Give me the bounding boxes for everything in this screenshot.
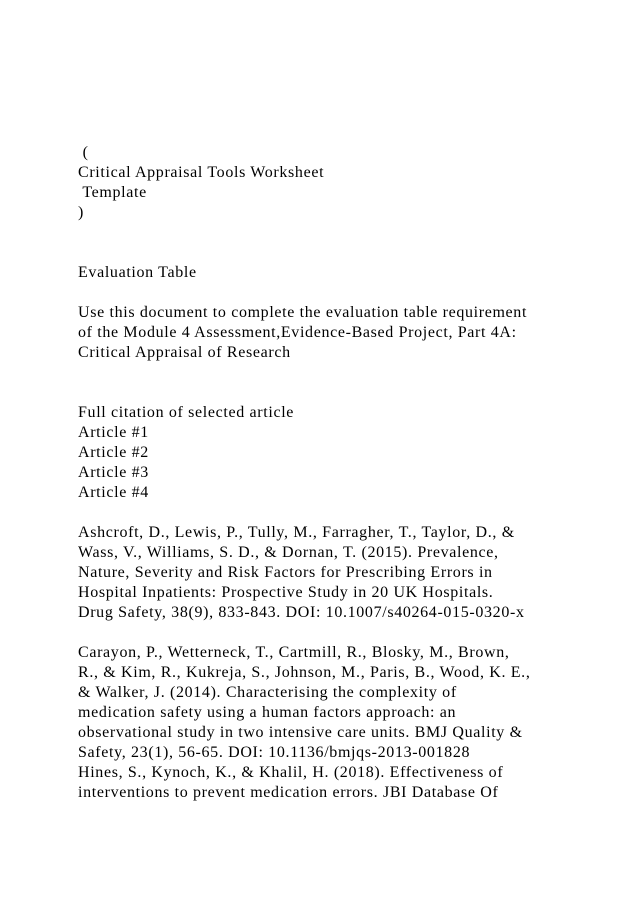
citation-2-line: R., & Kim, R., Kukreja, S., Johnson, M., Paris, B., Wood, K. E., bbox=[78, 664, 531, 681]
section-title: Evaluation Table bbox=[78, 264, 197, 281]
intro-line: of the Module 4 Assessment,Evidence-Based Project, Part 4A: bbox=[78, 324, 517, 341]
intro-line: Use this document to complete the evaluation table requirement bbox=[78, 304, 528, 321]
document-title: Critical Appraisal Tools Worksheet bbox=[78, 164, 325, 181]
table-label-article-2: Article #2 bbox=[78, 444, 149, 461]
citation-3-line: interventions to prevent medication errors. JBI Database Of bbox=[78, 784, 499, 801]
intro-line: Critical Appraisal of Research bbox=[78, 344, 291, 361]
document-subtitle: Template bbox=[78, 184, 147, 201]
header-open-paren: ( bbox=[78, 144, 89, 161]
citation-2-line: Carayon, P., Wetterneck, T., Cartmill, R., Blosky, M., Brown, bbox=[78, 644, 510, 661]
table-label-article-3: Article #3 bbox=[78, 464, 149, 481]
citation-1-line: Ashcroft, D., Lewis, P., Tully, M., Farragher, T., Taylor, D., & bbox=[78, 524, 515, 541]
table-label-full-citation: Full citation of selected article bbox=[78, 404, 295, 421]
citation-2-line: observational study in two intensive care units. BMJ Quality & bbox=[78, 724, 523, 741]
table-label-article-4: Article #4 bbox=[78, 484, 149, 501]
citation-1-line: Nature, Severity and Risk Factors for Prescribing Errors in bbox=[78, 564, 493, 581]
citation-2-line: & Walker, J. (2014). Characterising the complexity of bbox=[78, 684, 457, 701]
citation-1-line: Wass, V., Williams, S. D., & Dornan, T. (2015). Prevalence, bbox=[78, 544, 499, 561]
citation-3-line: Hines, S., Kynoch, K., & Khalil, H. (2018). Effectiveness of bbox=[78, 764, 504, 781]
header-close-paren: ) bbox=[78, 204, 84, 221]
citation-1-line: Hospital Inpatients: Prospective Study in 20 UK Hospitals. bbox=[78, 584, 494, 601]
table-label-article-1: Article #1 bbox=[78, 424, 149, 441]
citation-2-line: medication safety using a human factors approach: an bbox=[78, 704, 457, 721]
citation-1-line: Drug Safety, 38(9), 833-843. DOI: 10.1007/s40264-015-0320-x bbox=[78, 604, 525, 621]
citation-2-line: Safety, 23(1), 56-65. DOI: 10.1136/bmjqs-2013-001828 bbox=[78, 744, 471, 761]
